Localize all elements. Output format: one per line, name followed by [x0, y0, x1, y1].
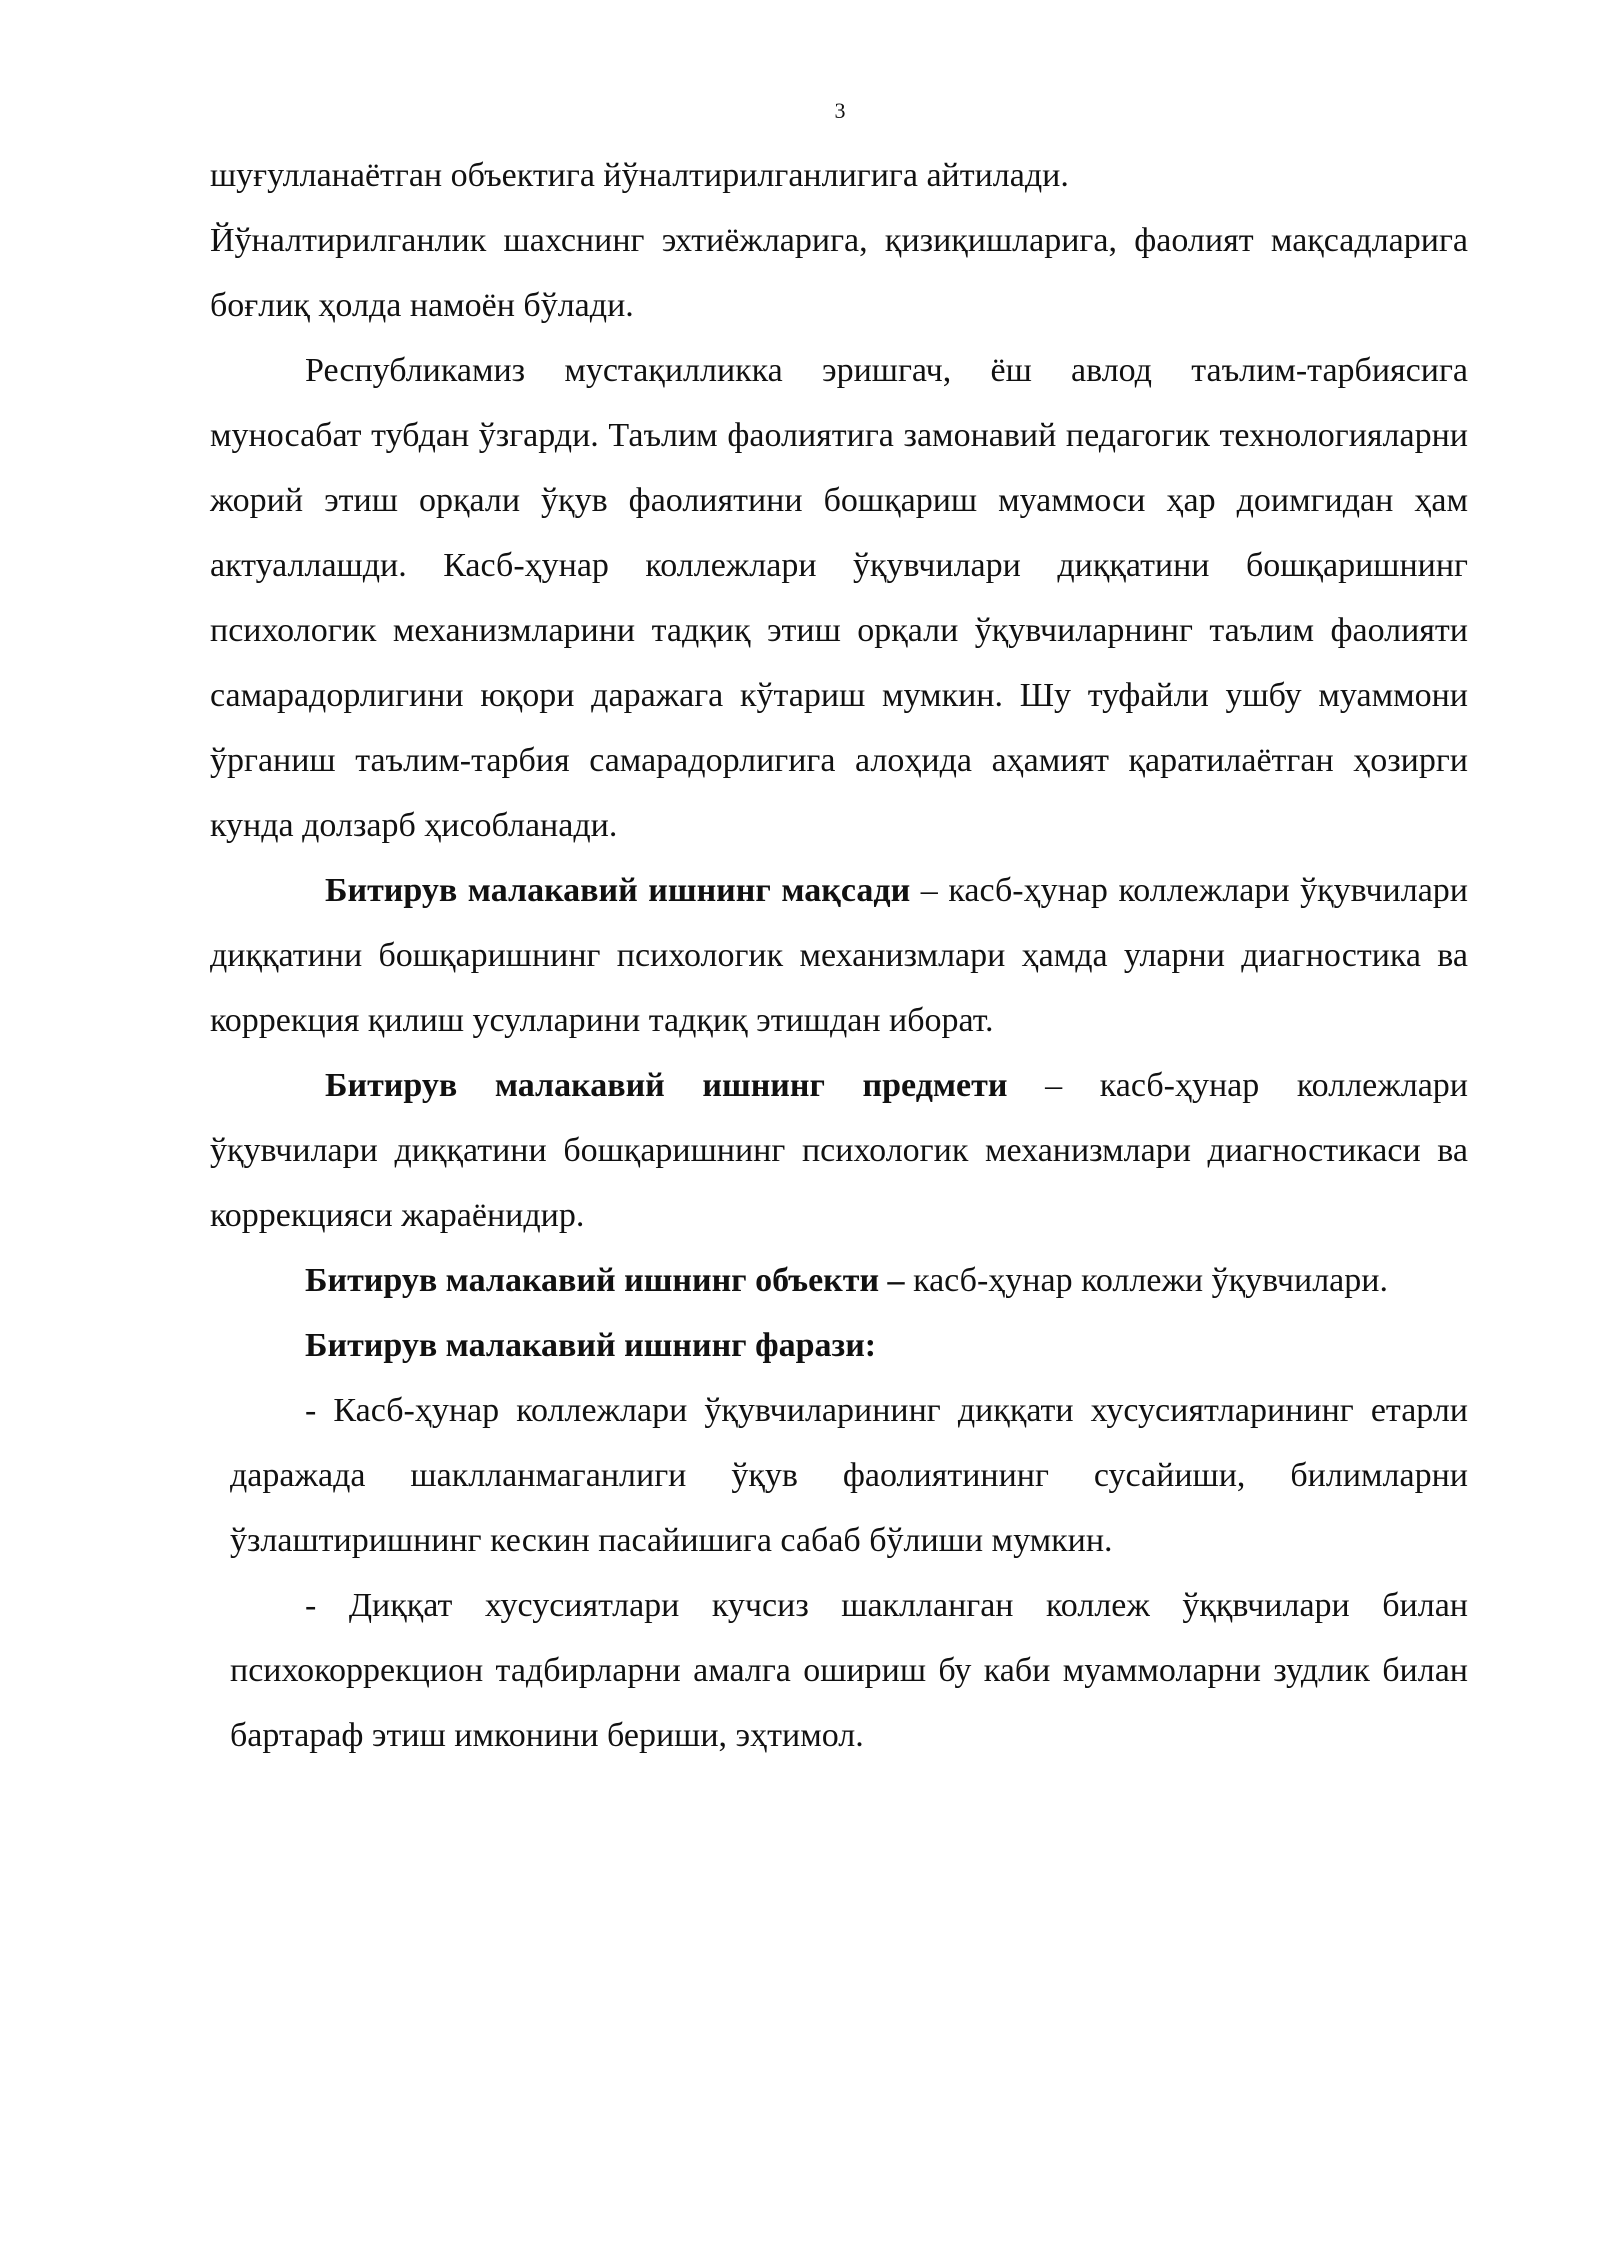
paragraph-hypothesis-2: - Диққат хусусиятлари кучсиз шаклланган коллеж ўққвчилари билан психокоррекцион тадбирларни амалга ошириш бу каби муаммоларни зудлик билан бартараф этиш имконини бериши, эҳтимол. — [230, 1587, 1468, 1754]
subject-heading: Битирув малакавий ишнинг предмети — [325, 1067, 1008, 1104]
paragraph-continuation-line: шуғулланаётган объектига йўналтирилганлигига айтилади. — [210, 157, 1069, 194]
goal-heading: Битирув малакавий ишнинг мақсади — [325, 872, 911, 909]
subject-text: – касб-ҳунар коллежлари ўқувчилари диққатини бошқаришнинг психологик механизмлари диагностикаси ва коррекцияси жараёнидир. — [210, 1067, 1469, 1234]
paragraph-hypothesis-1: - Касб-ҳунар коллежлари ўқувчиларининг диққати хусусиятларининг етарли даражада шаклланмаганлиги ўқув фаолиятининг сусайиши, билимларни ўзлаштиришнинг кескин пасайишига сабаб бўлиши мумкин. — [230, 1392, 1468, 1559]
paragraph-object — [210, 1248, 1468, 1313]
paragraph-continuation: Йўналтирилганлик шахснинг эхтиёжларига, қизиқишларига, фаолият мақсадларига боғлиқ ҳолда намоён бўлади. — [210, 222, 1468, 324]
paragraph-goal — [210, 858, 1468, 1053]
hypothesis-heading: Битирув малакавий ишнинг фарази: — [305, 1327, 877, 1364]
document-body — [210, 143, 1468, 1768]
paragraph-hypothesis-heading — [210, 1313, 1468, 1378]
paragraph-context: Республикамиз мустақилликка эришгач, ёш авлод таълим-тарбиясига муносабат тубдан ўзгарди. Таълим фаолиятига замонавий педагогик технологияларни жорий этиш орқали ўқув фаолиятини бошқариш муаммоси ҳар доимгидан ҳам актуаллашди. Касб-ҳунар коллежлари ўқувчилари диққатини бошқаришнинг психологик механизмларини тадқиқ этиш орқали ўқувчиларнинг таълим фаолияти самарадорлигини юқори даражага кўтариш мумкин. Шу туфайли ушбу муаммони ўрганиш таълим-тарбия самарадорлигига алоҳида аҳамият қаратилаётган ҳозирги кунда долзарб ҳисобланади. — [210, 352, 1468, 844]
object-text: касб-ҳунар коллежи ўқувчилари. — [904, 1262, 1388, 1299]
paragraph-subject — [210, 1053, 1468, 1248]
page-number: 3 — [834, 98, 846, 123]
goal-text: – касб-ҳунар коллежлари ўқувчилари диққатини бошқаришнинг психологик механизмлари ҳамда уларни диагностика ва коррекция қилиш усулларини тадқиқ этишдан иборат. — [210, 872, 1468, 1039]
object-heading: Битирув малакавий ишнинг объекти – — [305, 1262, 905, 1299]
